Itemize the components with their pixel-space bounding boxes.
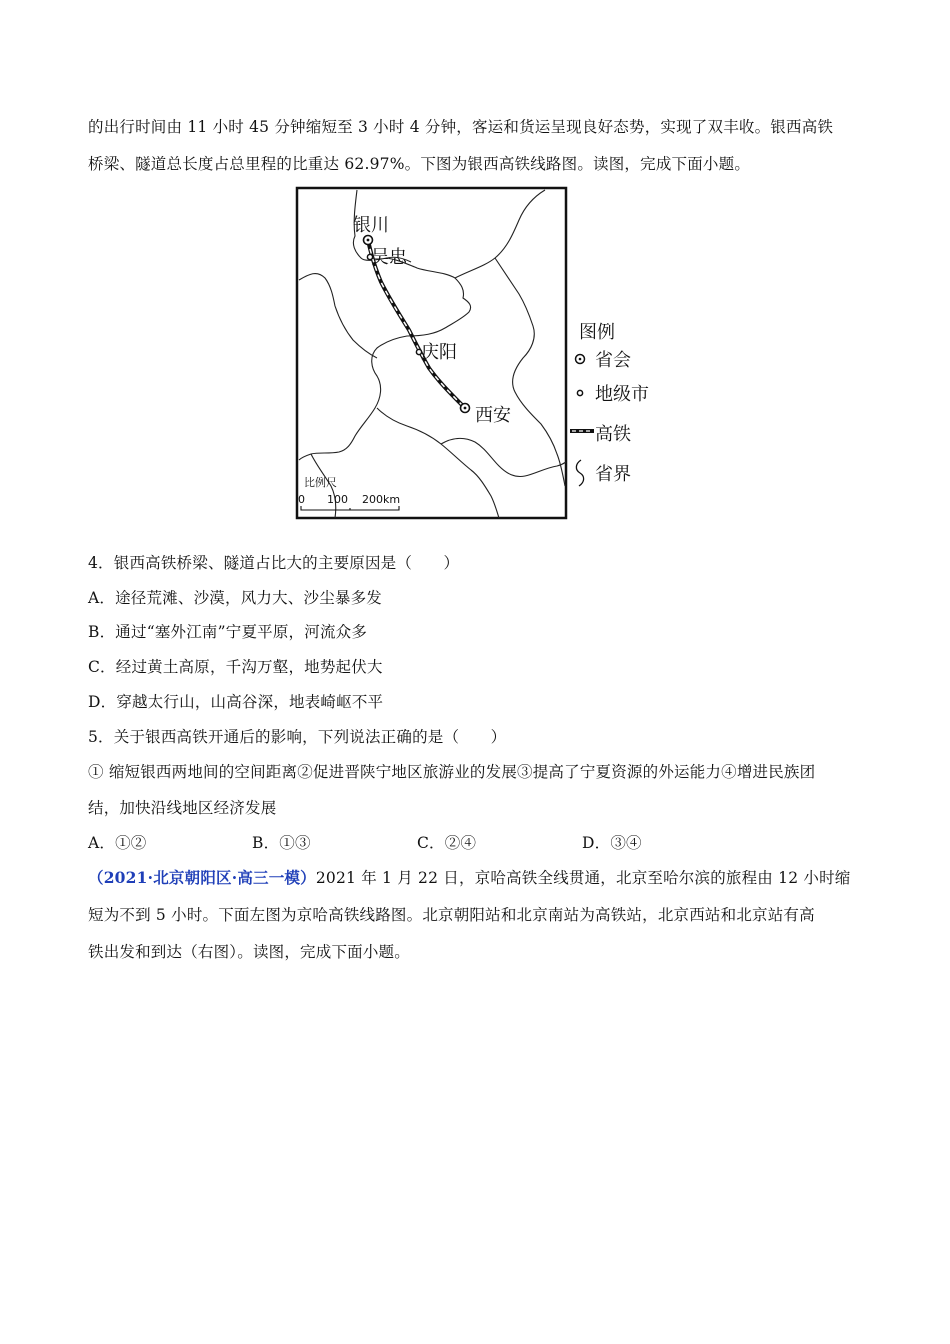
label-xian: 西安	[475, 405, 511, 426]
q4-option-d: D．穿越太行山，山高谷深，地表崎岖不平	[88, 693, 384, 711]
q5-option-b: B．①③	[252, 834, 311, 852]
legend-title: 图例	[579, 322, 615, 343]
q4-option-b: B．通过“塞外江南”宁夏平原，河流众多	[88, 623, 368, 641]
scale-tick-100: 100	[327, 493, 348, 506]
next-question-line-2: 短为不到 5 小时。下面左图为京哈高铁线路图。北京朝阳站和北京南站为高铁站，北京西站和北京站有高	[88, 906, 815, 924]
next-question-line-3: 铁出发和到达（右图）。读图，完成下面小题。	[88, 943, 410, 961]
legend-capital-label: 省会	[595, 350, 631, 371]
q5-option-a: A．①②	[88, 834, 147, 852]
intro-line-1: 的出行时间由 11 小时 45 分钟缩短至 3 小时 4 分钟，客运和货运呈现良好态势，实现了双丰收。银西高铁	[88, 118, 834, 136]
label-qingyang: 庆阳	[421, 342, 457, 363]
scale-title: 比例尺	[304, 476, 337, 489]
scale-tick-0: 0	[298, 493, 305, 506]
legend-border-label: 省界	[595, 464, 631, 485]
railway-map	[295, 186, 667, 520]
q5-stem: 5．关于银西高铁开通后的影响，下列说法正确的是（ ）	[88, 728, 507, 746]
q5-option-d: D．③④	[582, 834, 642, 852]
next-question-line-1	[88, 868, 851, 888]
q5-items-line-2: 结，加快沿线地区经济发展	[88, 799, 277, 817]
label-wuzhong: 吴忠	[371, 247, 407, 268]
question-source: （2021·北京朝阳区·高三一模）	[88, 868, 316, 887]
scale-tick-200: 200km	[362, 493, 401, 506]
q4-option-a: A．途径荒滩、沙漠，风力大、沙尘暴多发	[88, 589, 382, 607]
q4-option-c: C．经过黄土高原，千沟万壑，地势起伏大	[88, 658, 383, 676]
legend-border-icon	[576, 460, 583, 486]
q5-option-c: C．②④	[417, 834, 477, 852]
legend-rail-label: 高铁	[595, 424, 631, 445]
label-yinchuan: 银川	[353, 215, 389, 236]
q5-items-line-1: ① 缩短银西两地间的空间距离②促进晋陕宁地区旅游业的发展③提高了宁夏资源的外运能力④增进民族团	[88, 763, 816, 781]
legend-city-label: 地级市	[595, 384, 649, 405]
q4-stem: 4．银西高铁桥梁、隧道占比大的主要原因是（ ）	[88, 554, 460, 572]
intro-line-2: 桥梁、隧道总长度占总里程的比重达 62.97%。下图为银西高铁线路图。读图，完成下面小题。	[88, 155, 751, 173]
legend-city-icon	[577, 390, 582, 395]
next-question-text-1: 2021 年 1 月 22 日，京哈高铁全线贯通，北京至哈尔滨的旅程由 12 小时缩	[315, 869, 851, 887]
